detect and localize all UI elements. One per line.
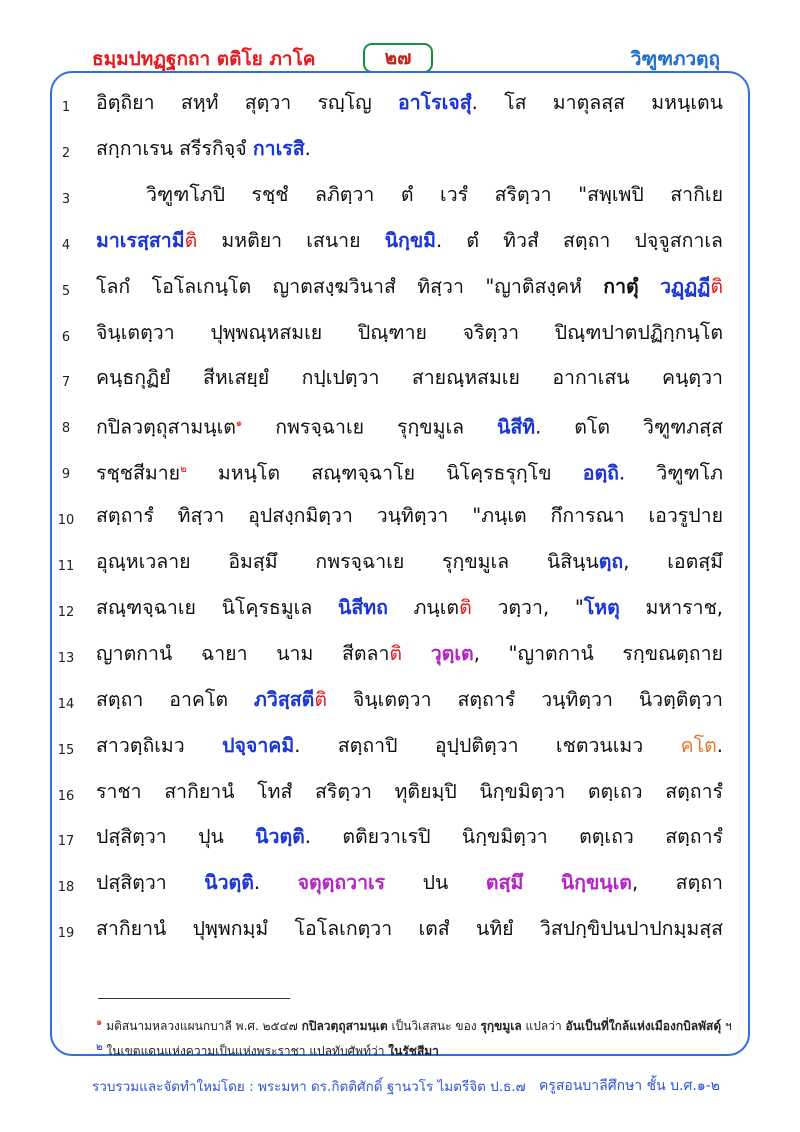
line-text (96, 316, 723, 350)
text-line (0, 729, 800, 774)
text-segment: ราชา สากิยานํ โทสํ สริตฺวา ทุติยมฺปิ นิกฺขมิตฺวา ตตฺเถว สตฺถารํ (96, 779, 723, 803)
line-text (96, 591, 723, 625)
footnote-1-mark: ๑ (96, 1017, 103, 1028)
footnote-2-mark: ๒ (96, 1042, 103, 1053)
text-segment: อิตฺถิยา สหฺทํ สุตฺวา รญฺโญ (96, 91, 398, 114)
text-segment: กปิลวตฺถุสามนฺเต (96, 415, 236, 439)
text-line (0, 912, 800, 957)
text-segment: มหติยา เสนาย (197, 228, 385, 252)
line-text (96, 729, 723, 763)
text-bold: กาตุํ (603, 274, 639, 298)
line-text (96, 912, 723, 946)
text-blue: ตฺถ (598, 550, 624, 573)
text-blue: นิสีทิ (497, 415, 536, 439)
text-segment: สตฺถา อาคโต (96, 687, 255, 711)
line-text (96, 499, 723, 533)
text-blue: อาโรเจสุํ (398, 91, 472, 114)
line-number: 8 (61, 421, 71, 437)
line-number: 12 (57, 604, 75, 620)
text-blue: อตฺถิ (582, 461, 619, 485)
text-segment: สากิยานํ ปุพฺพกมฺมํ โอโลเกตฺวา เตสํ นทิยํ วิสปกฺขิปนปาปกมฺมสฺส (96, 917, 723, 941)
footnote-2-term: ในรัชสีมา (388, 1044, 439, 1058)
text-segment: . ตํ ทิวสํ สตฺถา ปจฺจูสกาเล (436, 228, 724, 252)
text-blue: ปจฺจาคมิ (222, 733, 295, 757)
text-line (0, 775, 800, 820)
text-blue: ภวิสฺสตี (254, 687, 315, 711)
text-segment: . โส มาตุลสฺส มหนฺเตน (471, 91, 723, 114)
line-number: 3 (61, 191, 71, 207)
text-line (0, 820, 800, 865)
line-number: 14 (57, 696, 75, 712)
line-number: 4 (61, 237, 71, 253)
text-segment: กพรจฺฉาเย รุกฺขมูเล (242, 415, 498, 439)
line-number: 19 (57, 926, 75, 942)
line-number: 17 (57, 834, 75, 850)
line-number: 1 (61, 100, 71, 115)
text-blue: นิวตฺติ (204, 871, 254, 895)
text-segment: สตฺถารํ ทิสฺวา อุปสงฺกมิตฺวา วนฺทิตฺวา "ภนฺเต กึการณา เอวรูปาย (96, 504, 723, 528)
line-text (96, 545, 723, 579)
footnote-1-text-d: แปลว่า (521, 1019, 566, 1033)
text-line (0, 86, 800, 131)
text-segment: . ตโต วิฑูฑภสฺส (535, 415, 723, 439)
line-text (96, 683, 723, 717)
line-number: 15 (57, 742, 75, 758)
text-segment: รชฺชสีมาย (96, 461, 181, 485)
text-segment: . (253, 871, 298, 895)
text-line (0, 132, 800, 177)
text-mag: วุตฺเต (430, 641, 474, 665)
footnote-1-translation: อันเป็นที่ใกล้แห่งเมืองกบิลพัสดุ์ (565, 1019, 722, 1033)
line-number: 5 (61, 283, 71, 299)
text-segment (639, 275, 660, 298)
text-mag: ตสฺมึ (485, 871, 524, 895)
text-footnote-ref: ๒ (180, 464, 187, 476)
text-blue: นิวตฺติ (255, 825, 305, 849)
line-text (96, 86, 723, 120)
text-line (0, 270, 800, 315)
line-text (146, 178, 723, 212)
line-number: 6 (61, 329, 71, 345)
text-segment: . (304, 136, 311, 160)
text-line (0, 453, 800, 498)
text-footnote-ref: ๑ (235, 418, 243, 430)
book-title: ธมฺมปทฏฺฐกถา ตติโย ภาโค (92, 48, 316, 70)
text-segment: ภนฺเต (387, 595, 460, 619)
text-mag: จตุตฺถวาเร (297, 871, 386, 895)
line-text (96, 361, 723, 395)
text-line (0, 407, 800, 452)
line-number: 18 (57, 880, 75, 896)
text-red: ติ (314, 687, 327, 711)
text-line (0, 866, 800, 911)
footnote-1 (96, 1015, 732, 1036)
text-line (0, 545, 800, 590)
line-text (96, 453, 723, 491)
text-segment: จินฺเตตฺวา สตฺถารํ วนฺทิตฺวา นิวตฺติตฺวา (326, 687, 724, 711)
text-segment: . สตฺถาปิ อุปฺปติตฺวา เชตวนเมว (294, 733, 681, 757)
footnote-1-term-2: รุกฺขมูเล (480, 1019, 522, 1033)
text-line (0, 316, 800, 361)
text-segment: . (716, 733, 723, 757)
text-segment (402, 642, 431, 665)
line-text (96, 224, 723, 258)
text-line (0, 224, 800, 269)
text-mag: นิกฺขนฺเต (560, 871, 632, 895)
line-text (96, 270, 723, 304)
text-segment: ปสฺสิตฺวา (96, 871, 205, 895)
text-blue: โหตุ (583, 595, 620, 619)
text-segment: . ตติยวาเรปิ นิกฺขมิตฺวา ตตฺเถว สตฺถารํ (304, 825, 723, 849)
line-text (96, 407, 723, 445)
text-blue: วฏฺฏฏี (660, 274, 711, 298)
text-line (0, 499, 800, 544)
text-segment: ปสฺสิตฺวา ปุน (96, 825, 256, 849)
text-segment: , "ญาตกานํ รกฺขณตฺถาย (473, 641, 723, 665)
line-number: 9 (61, 467, 71, 483)
text-orange: คโต (680, 733, 717, 757)
text-segment: , สตฺถา (631, 871, 723, 895)
text-segment: วิฑูฑโภปิ รชฺชํ ลภิตฺวา ตํ เวรํ สริตฺวา "สพฺเพปิ สากิเย (146, 182, 723, 206)
text-line (0, 178, 800, 223)
footnote-2 (96, 1040, 439, 1061)
footnote-1-end: ฯ (721, 1019, 732, 1033)
text-line (0, 591, 800, 636)
text-blue: นิกฺขมิ (384, 228, 437, 252)
line-text (96, 866, 723, 900)
text-segment: สาวตฺถิเมว (96, 733, 223, 757)
text-segment: มหนฺโต สณฺฑจฺฉาโย นิโคฺรธรุกฺโข (186, 461, 583, 485)
line-text (96, 775, 723, 809)
page-number-badge: ๒๗ (363, 43, 433, 73)
text-segment: มหาราช, (619, 595, 724, 619)
line-text (96, 637, 723, 671)
text-red: ติ (459, 595, 472, 619)
text-blue: กาเรสิ (252, 136, 305, 160)
text-red: ติ (710, 274, 724, 298)
text-red: ติ (184, 228, 198, 252)
text-blue: มาเรสฺสามี (96, 228, 185, 252)
text-segment: . วิฑูฑโภ (618, 461, 723, 485)
line-number: 10 (57, 513, 75, 529)
text-segment: จินฺเตตฺวา ปุพฺพณฺหสมเย ปิณฺฑาย จริตฺวา ปิณฺฑปาตปฏิกฺกนฺโต (96, 320, 723, 344)
text-segment: ญาตกานํ ฉายา นาม สีตลา (96, 641, 390, 665)
text-segment: อุณฺหเวลาย อิมสฺมึ กพรจฺฉาเย รุกฺขมูเล นิสินฺน (96, 550, 599, 573)
line-number: 7 (61, 375, 71, 391)
text-line (0, 683, 800, 728)
text-red: ติ (389, 641, 403, 665)
text-segment (523, 871, 561, 894)
footnote-1-term: กปิลวตฺถุสามนฺเต (301, 1019, 388, 1033)
text-segment: โลกํ โอโลเกนฺโต ญาตสงฺฆวินาสํ ทิสฺวา "ญาติสงฺคหํ (96, 274, 604, 298)
text-segment: ปน (385, 871, 486, 895)
footer-course: ครูสอนบาลีศึกษา ชั้น บ.ศ.๑-๒ (538, 1078, 720, 1094)
text-line (0, 361, 800, 406)
text-segment: , เอตสฺมึ (623, 550, 723, 573)
line-number: 11 (57, 559, 75, 574)
line-text (96, 132, 723, 166)
text-line (0, 637, 800, 682)
text-segment: สณฺฑจฺฉาเย นิโคฺรธมูเล (96, 595, 338, 619)
line-number: 2 (61, 145, 71, 161)
footnote-1-text-c: เป็นวิเสสนะ ของ (387, 1019, 481, 1033)
line-number: 13 (57, 650, 75, 666)
footnote-rule (98, 998, 290, 999)
line-number: 16 (57, 788, 75, 804)
text-segment: คนฺธกุฏิยํ สีหเสยฺยํ กปฺเปตฺวา สายณฺหสมเย อากาเสน คนฺตฺวา (96, 366, 723, 390)
footnote-2-text: ในเขตแดนแห่งความเป็นแห่งพระราชา แปลทับศัพท์ว่า (102, 1044, 389, 1058)
footnote-1-text-a: มติสนามหลวงแผนกบาลี พ.ศ. ๒๕๔๗ (102, 1019, 302, 1033)
text-segment: สกฺกาเรน สรีรกิจฺจํ (96, 136, 253, 160)
line-text (96, 820, 723, 854)
footer-compiler: รวบรวมและจัดทำใหม่โดย : พระมหา ดร.กิตติศักดิ์ ฐานวโร ไมตรีจิต ป.ธ.๗ (92, 1079, 526, 1095)
text-segment: วตฺวา, " (471, 595, 584, 619)
section-title: วิฑูฑภวตฺถุ (630, 48, 720, 70)
text-blue: นิสีทถ (337, 595, 388, 619)
